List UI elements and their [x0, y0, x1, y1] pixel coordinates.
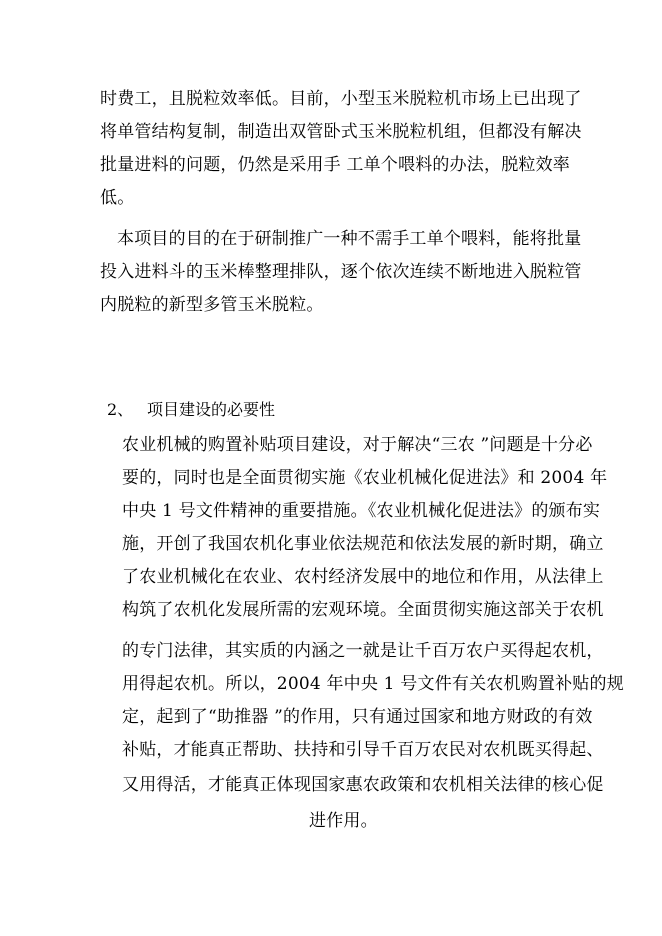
- paragraph-line: 本项目的目的在于研制推广一种不需手工单个喂料，能将批量: [117, 229, 582, 249]
- paragraph-line: 施，开创了我国农机化事业依法规范和依法发展的新时期，确立: [122, 534, 604, 554]
- paragraph-line: 批量进料的问题，仍然是采用手 工单个喂料的办法，脱粒效率: [100, 155, 571, 175]
- section-title: 项目建设的必要性: [147, 400, 276, 419]
- paragraph-line: 农业机械的购置补贴项目建设，对于解决“三农 ”问题是十分必: [122, 435, 593, 455]
- paragraph-line: 投入进料斗的玉米棒整理排队，逐个依次连续不断地进入脱粒管: [100, 262, 582, 282]
- paragraph-line: 中央 1 号文件精神的重要措施。《农业机械化促进法》的颁布实: [122, 501, 601, 521]
- section-heading: [107, 399, 275, 421]
- paragraph-line: 进作用。: [309, 811, 378, 831]
- paragraph-line: 的专门法律，其实质的内涵之一就是让千百万农户买得起农机，: [122, 641, 604, 661]
- paragraph-line: 定，起到了“助推器 ”的作用，只有通过国家和地方财政的有效: [122, 707, 593, 727]
- paragraph-line: 内脱粒的新型多管玉米脱粒。: [100, 295, 324, 315]
- paragraph-line: 时费工，且脱粒效率低。目前，小型玉米脱粒机市场上已出现了: [100, 89, 582, 109]
- paragraph-line: 将单管结构复制，制造出双管卧式玉米脱粒机组，但都没有解决: [100, 122, 582, 142]
- paragraph-line: 低。: [100, 188, 135, 208]
- paragraph-line: 构筑了农机化发展所需的宏观环境。全面贯彻实施这部关于农机: [122, 600, 604, 620]
- paragraph-line: 用得起农机。所以，2004 年中央 1 号文件有关农机购置补贴的规: [122, 674, 624, 694]
- paragraph-line: 又用得活，才能真正体现国家惠农政策和农机相关法律的核心促: [122, 775, 604, 795]
- paragraph-line: 要的，同时也是全面贯彻实施《农业机械化促进法》和 2004 年: [122, 468, 608, 488]
- section-number: 2、: [107, 400, 134, 419]
- paragraph-line: 补贴，才能真正帮助、扶持和引导千百万农民对农机既买得起、: [122, 740, 604, 760]
- paragraph-line: 了农业机械化在农业、农村经济发展中的地位和作用，从法律上: [122, 567, 604, 587]
